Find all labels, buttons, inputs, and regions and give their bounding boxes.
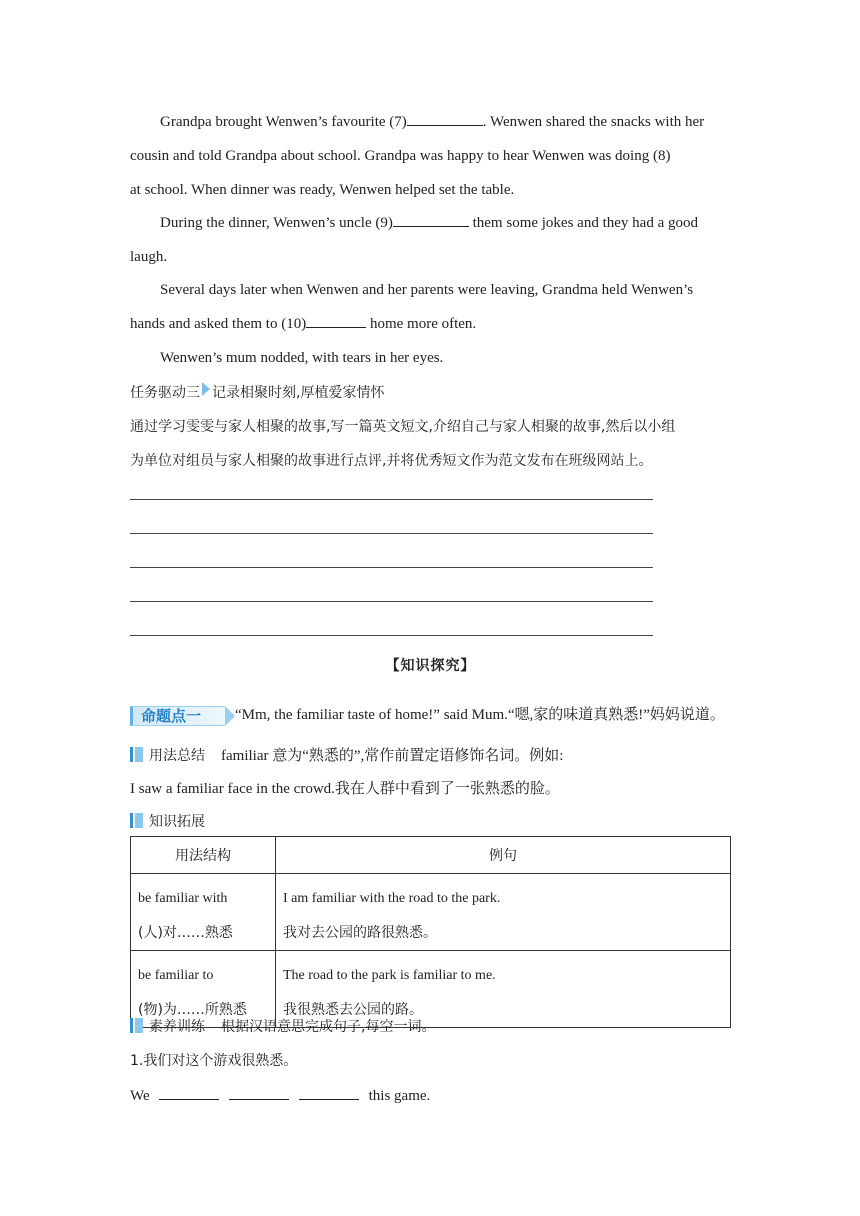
- sentence-end: this game.: [368, 1088, 431, 1104]
- section-marker-icon: [130, 813, 143, 828]
- usage-summary: [130, 744, 563, 765]
- structure-meaning: (物)为……所熟悉: [138, 1002, 247, 1018]
- usage-table: [130, 836, 731, 1028]
- writing-line[interactable]: [130, 499, 653, 500]
- answer-blank[interactable]: [159, 1084, 219, 1100]
- point-1: [130, 703, 725, 726]
- paragraph-text: home more often.: [366, 316, 477, 332]
- paragraph-text: Several days later when Wenwen and her parents were leaving, Grandma held Wenwen’s: [160, 282, 694, 298]
- answer-blank-7[interactable]: [407, 110, 483, 126]
- usage-example: I saw a familiar face in the crowd.我在人群中看到了一张熟悉的脸。: [130, 781, 560, 797]
- point-text: “Mm, the familiar taste of home!” said Mum.“嗯,家的味道真熟悉!”妈妈说道。: [235, 707, 725, 723]
- usage-text: familiar 意为“熟悉的”,常作前置定语修饰名词。例如:: [221, 748, 564, 764]
- example-cn: 我很熟悉去公园的路。: [283, 1002, 423, 1018]
- practice-label: 素养训练: [149, 1019, 205, 1035]
- question-1: 1.我们对这个游戏很熟悉。: [130, 1053, 298, 1069]
- structure-text: be familiar with: [138, 891, 228, 906]
- writing-line[interactable]: [130, 601, 653, 602]
- section-marker-icon: [130, 1018, 143, 1033]
- example-en: The road to the park is familiar to me.: [283, 968, 496, 983]
- arrow-icon: [202, 382, 210, 396]
- knowledge-expand: [130, 811, 205, 831]
- answer-blank-10[interactable]: [306, 312, 366, 328]
- structure-meaning: (人)对……熟悉: [138, 925, 233, 941]
- paragraph-text: Wenwen’s mum nodded, with tears in her eyes.: [160, 350, 444, 366]
- answer-blank[interactable]: [229, 1084, 289, 1100]
- story-paragraph-1: [130, 105, 731, 207]
- paragraph-text: laugh.: [130, 249, 168, 265]
- task3-title-part: 任务驱动三: [130, 385, 200, 401]
- story-paragraph-4: [130, 341, 731, 375]
- task3-title-part: 记录相聚时刻,厚植爱家情怀: [212, 385, 385, 401]
- answer-blank-9[interactable]: [393, 211, 469, 227]
- question-1-answer-line: [130, 1084, 430, 1105]
- section-heading: 【知识探究】: [385, 658, 476, 674]
- point-tag: 命题点一: [130, 706, 225, 726]
- paragraph-text: During the dinner, Wenwen’s uncle (9): [160, 215, 393, 231]
- paragraph-text: cousin and told Grandpa about school. Grandpa was happy to hear Wenwen was doing (8): [130, 148, 671, 164]
- usage-label: 用法总结: [149, 748, 205, 764]
- sentence-start: We: [130, 1088, 150, 1104]
- task3-instruction-line-2: 为单位对组员与家人相聚的故事进行点评,并将优秀短文作为范文发布在班级网站上。: [130, 453, 653, 469]
- paragraph-text: Grandpa brought Wenwen’s favourite (7): [160, 114, 407, 130]
- example-cn: 我对去公园的路很熟悉。: [283, 925, 437, 941]
- story-paragraph-3: [130, 273, 731, 341]
- answer-blank[interactable]: [299, 1084, 359, 1100]
- example-en: I am familiar with the road to the park.: [283, 891, 501, 906]
- paragraph-text: at school. When dinner was ready, Wenwen helped set the table.: [130, 182, 515, 198]
- writing-line[interactable]: [130, 567, 653, 568]
- writing-line[interactable]: [130, 533, 653, 534]
- practice-text: 根据汉语意思完成句子,每空一词。: [221, 1019, 436, 1035]
- section-marker-icon: [130, 747, 143, 762]
- task3-instruction-line-1: 通过学习雯雯与家人相聚的故事,写一篇英文短文,介绍自己与家人相聚的故事,然后以小组: [130, 419, 676, 435]
- table-header-row: [131, 837, 731, 874]
- paragraph-text: hands and asked them to (10): [130, 316, 307, 332]
- structure-cell: [131, 874, 276, 951]
- paragraph-text: them some jokes and they had a good: [468, 215, 698, 231]
- writing-line[interactable]: [130, 635, 653, 636]
- task3-title: [130, 382, 384, 402]
- paragraph-text: . Wenwen shared the snacks with her: [482, 114, 705, 130]
- story-paragraph-2: [130, 206, 731, 274]
- expand-label: 知识拓展: [149, 814, 205, 830]
- column-header: 用法结构: [131, 837, 276, 874]
- column-header: 例句: [276, 837, 731, 874]
- example-cell: [276, 874, 731, 951]
- structure-text: be familiar to: [138, 968, 214, 983]
- table-row: [131, 874, 731, 951]
- practice-header: [130, 1016, 435, 1036]
